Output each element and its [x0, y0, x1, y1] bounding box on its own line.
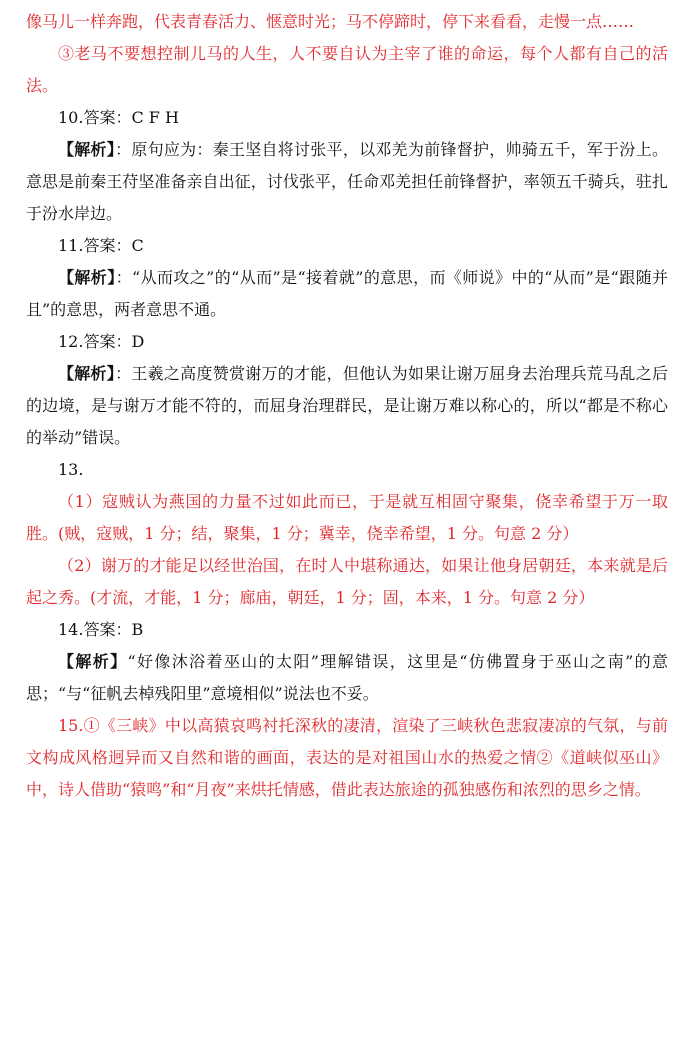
q12-analysis-text: ：王羲之高度赞赏谢万的才能，但他认为如果让谢万屈身去治理兵荒马乱之后的边境，是与谢万才能不符的，而屈身治理群民，是让谢万难以称心的，所以“都是不称心的举动”错误。	[26, 364, 668, 447]
q14-answer: 14.答案：B	[58, 620, 144, 639]
q11-answer: 11.答案：C	[58, 236, 144, 255]
q11-analysis	[26, 262, 668, 326]
analysis-label: 【解析】	[58, 140, 116, 159]
q12-answer: 12.答案：D	[58, 332, 145, 351]
q13-translation-1: （1）寇贼认为燕国的力量不过如此而已，于是就互相固守聚集，侥幸希望于万一取胜。(贼，寇贼，1 分；结，聚集，1 分；冀幸，侥幸希望，1 分。句意 2 分）	[26, 492, 668, 543]
analysis-label: 【解析】	[58, 652, 128, 671]
q14-analysis	[26, 646, 668, 710]
q14-analysis-text: “好像沐浴着巫山的太阳”理解错误，这里是“仿佛置身于巫山之南”的意思；“与“征帆去棹残阳里”意境相似”说法也不妥。	[26, 652, 668, 703]
q10-analysis-text: ：原句应为：秦王坚自将讨张平，以邓羌为前锋督护，帅骑五千，军于汾上。意思是前秦王苻坚准备亲自出征，讨伐张平，任命邓羌担任前锋督护，率领五千骑兵，驻扎于汾水岸边。	[26, 140, 668, 223]
q13-translation-2: （2）谢万的才能足以经世治国，在时人中堪称通达，如果让他身居朝廷，本来就是后起之秀。(才流，才能，1 分；廊庙，朝廷，1 分；固，本来，1 分。句意 2 分）	[26, 556, 668, 607]
q11-analysis-text: ：“从而攻之”的“从而”是“接着就”的意思，而《师说》中的“从而”是“跟随并且”的意思，两者意思不通。	[26, 268, 668, 319]
paragraph-horse-running: 像马儿一样奔跑，代表青春活力、惬意时光；马不停蹄时，停下来看看，走慢一点……	[26, 12, 635, 31]
analysis-label: 【解析】	[58, 268, 116, 287]
q15-answer: 15.①《三峡》中以高猿哀鸣衬托深秋的凄清，渲染了三峡秋色悲寂凄凉的气氛，与前文构成风格迥异而又自然和谐的画面，表达的是对祖国山水的热爱之情②《道峡似巫山》中，诗人借助“猿鸣”和“月夜”来烘托情感，借此表达旅途的孤独感伤和浓烈的思乡之情。	[26, 716, 668, 799]
q13-number: 13.	[58, 460, 84, 479]
q10-answer: 10.答案：C F H	[58, 108, 179, 127]
q12-analysis	[26, 358, 668, 454]
analysis-label: 【解析】	[58, 364, 116, 383]
q10-analysis	[26, 134, 668, 230]
paragraph-old-horse: ③老马不要想控制儿马的人生，人不要自认为主宰了谁的命运，每个人都有自己的活法。	[26, 44, 668, 95]
